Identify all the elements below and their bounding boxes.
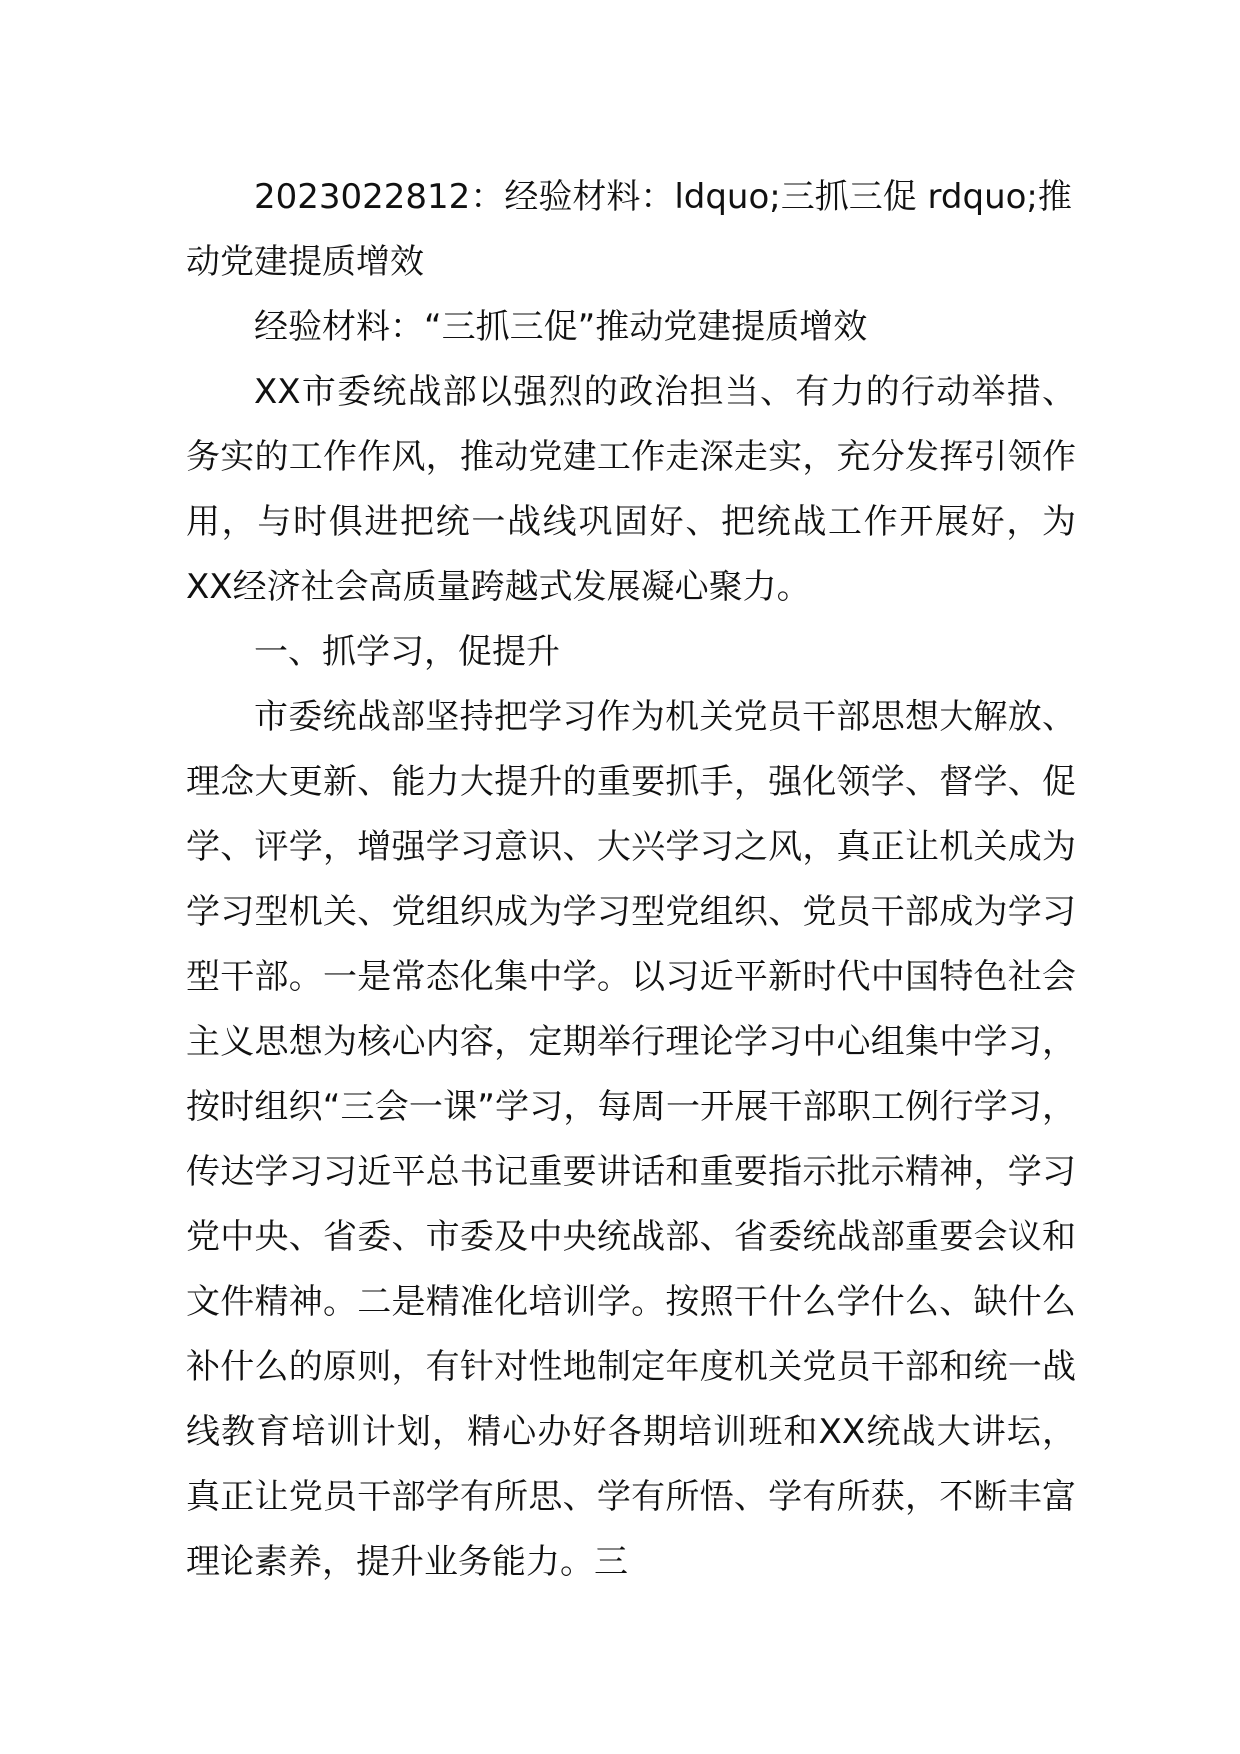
document-title-line: 2023022812：经验材料：ldquo;三抓三促 rdquo;推动党建提质增效 <box>186 177 1072 282</box>
section-heading: 一、抓学习，促提升 <box>254 632 560 672</box>
section-body-paragraph: 市委统战部坚持把学习作为机关党员干部思想大解放、理念大更新、能力大提升的重要抓手，强化领学、督学、促学、评学，增强学习意识、大兴学习之风，真正让机关成为学习型机关、党组织成为学习型党组织、党员干部成为学习型干部。一是常态化集中学。以习近平新时代中国特色社会主义思想为核心内容，定期举行理论学习中心组集中学习，按时组织“三会一课”学习，每周一开展干部职工例行学习，传达学习习近平总书记重要讲话和重要指示批示精神，学习党中央、省委、市委及中央统战部、省委统战部重要会议和文件精神。二是精准化培训学。按照干什么学什么、缺什么补什么的原则，有针对性地制定年度机关党员干部和统一战线教育培训计划，精心办好各期培训班和XX统战大讲坛，真正让党员干部学有所思、学有所悟、学有所获，不断丰富理论素养，提升业务能力。三 <box>186 697 1076 1582</box>
document-subtitle: 经验材料：“三抓三促”推动党建提质增效 <box>254 307 868 347</box>
document-body <box>186 165 1076 1595</box>
intro-paragraph: XX市委统战部以强烈的政治担当、有力的行动举措、务实的工作作风，推动党建工作走深走实，充分发挥引领作用，与时俱进把统一战线巩固好、把统战工作开展好，为XX经济社会高质量跨越式发展凝心聚力。 <box>186 372 1076 607</box>
